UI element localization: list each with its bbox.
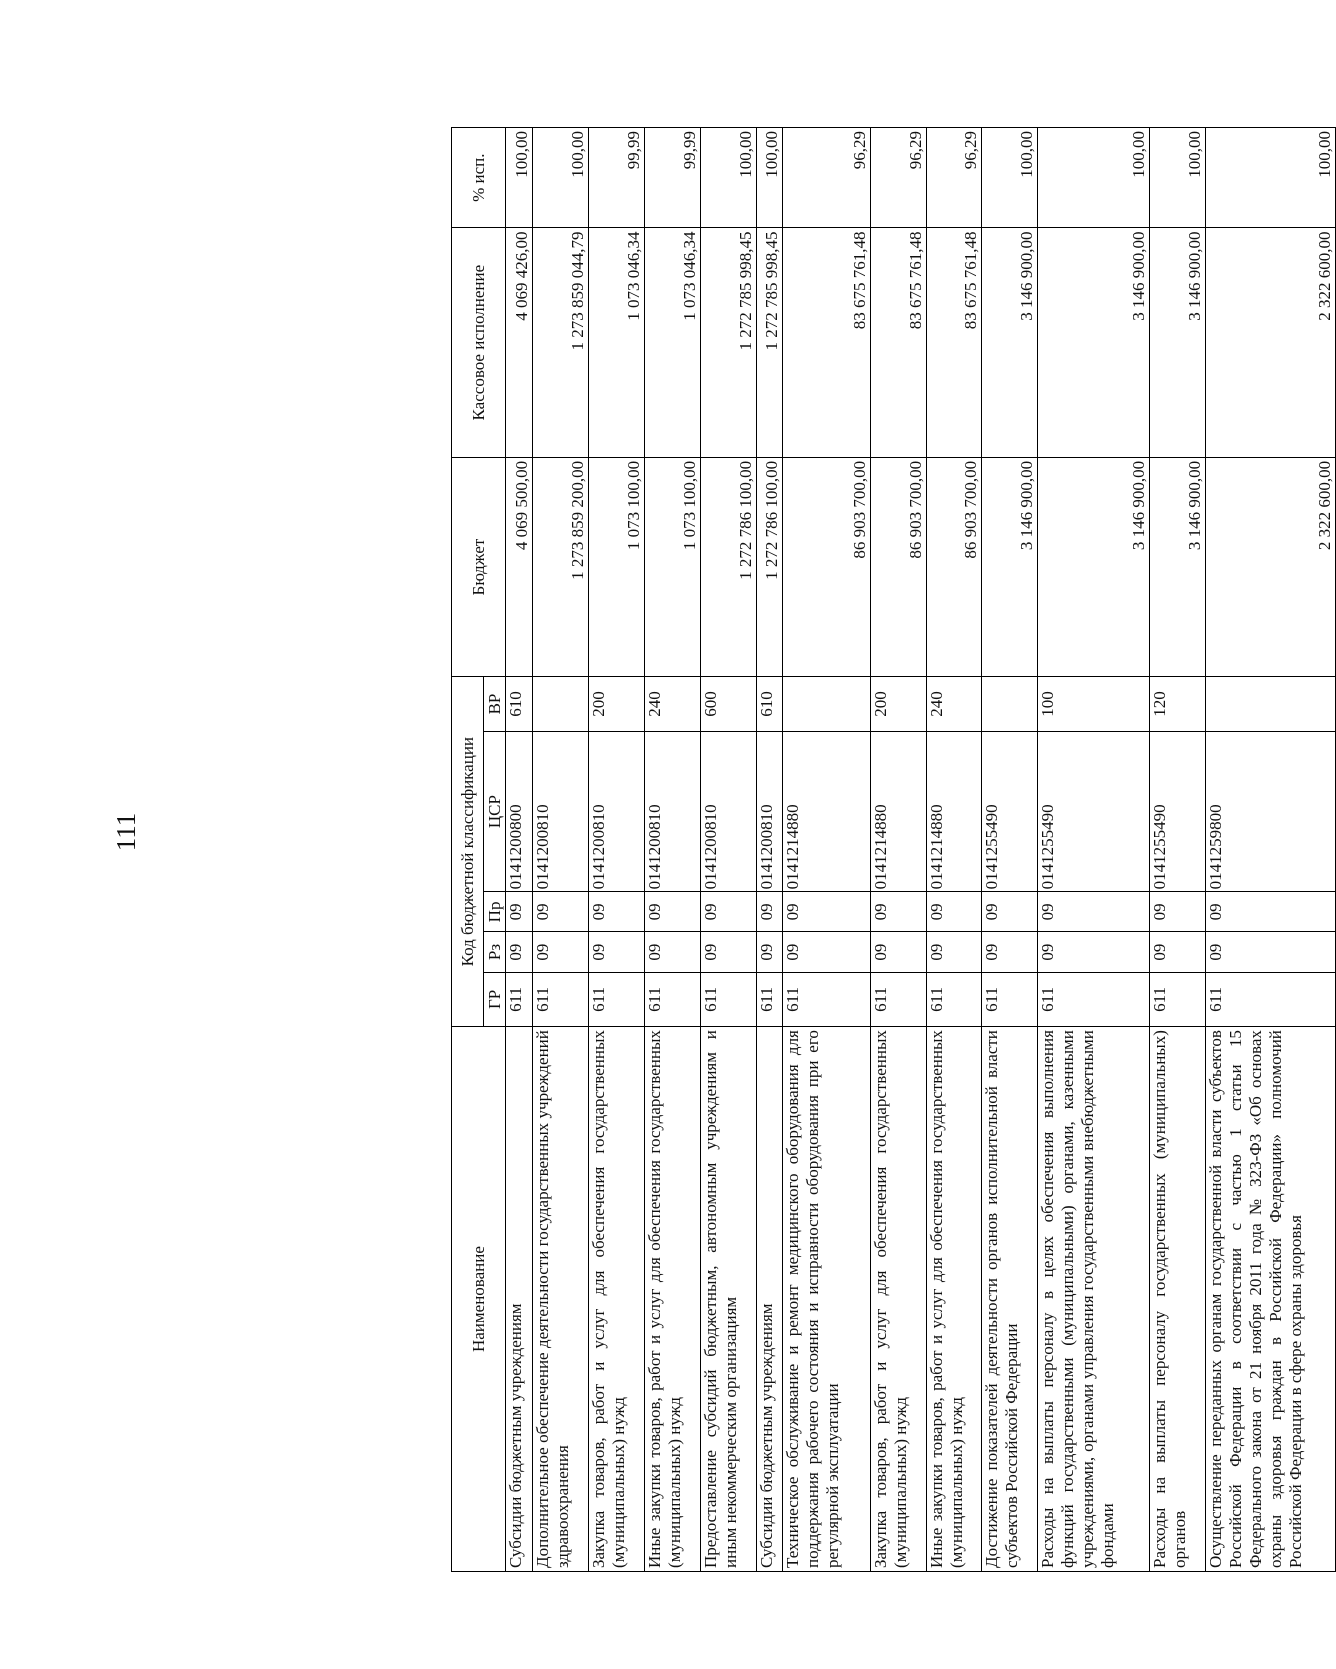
row-csr: 0141255490 xyxy=(1150,731,1206,892)
row-cash: 3 146 900,00 xyxy=(982,228,1038,457)
row-name: Закупка товаров, работ и услуг для обеспечения государственных (муниципальных) нужд xyxy=(870,1027,926,1572)
row-rz: 09 xyxy=(870,932,926,972)
row-percent: 100,00 xyxy=(532,128,588,228)
row-rz: 09 xyxy=(700,932,756,972)
row-pr: 09 xyxy=(783,892,870,932)
row-gr: 611 xyxy=(982,972,1038,1026)
row-rz: 09 xyxy=(783,932,870,972)
row-vr xyxy=(783,677,870,732)
header-code-group: Код бюджетной классификации xyxy=(452,677,484,1027)
row-csr: 0141200800 xyxy=(506,731,533,892)
row-pr: 09 xyxy=(926,892,982,932)
row-vr: 610 xyxy=(506,677,533,732)
row-csr: 0141255490 xyxy=(982,731,1038,892)
row-rz: 09 xyxy=(1150,932,1206,972)
row-name: Расходы на выплаты персоналу в целях обеспечения выполнения функций государственными (муниципальными) органами, казенными учреждениями, органами управления государственными внебюджетными фондами xyxy=(1038,1027,1150,1572)
row-percent: 100,00 xyxy=(1038,128,1150,228)
header-name: Наименование xyxy=(452,1027,506,1572)
row-vr: 200 xyxy=(870,677,926,732)
row-csr: 0141200810 xyxy=(588,731,644,892)
row-cash: 83 675 761,48 xyxy=(870,228,926,457)
table-body xyxy=(506,128,1336,1572)
row-rz: 09 xyxy=(644,932,700,972)
row-gr: 611 xyxy=(1206,972,1336,1026)
row-vr: 120 xyxy=(1150,677,1206,732)
row-vr: 200 xyxy=(588,677,644,732)
row-cash: 83 675 761,48 xyxy=(926,228,982,457)
row-csr: 0141214880 xyxy=(783,731,870,892)
row-gr: 611 xyxy=(756,972,783,1026)
row-cash: 3 146 900,00 xyxy=(1038,228,1150,457)
row-name: Иные закупки товаров, работ и услуг для обеспечения государственных (муниципальных) нужд xyxy=(644,1027,700,1572)
header-csr: ЦСР xyxy=(484,731,506,892)
row-vr: 100 xyxy=(1038,677,1150,732)
row-rz: 09 xyxy=(926,932,982,972)
row-percent: 100,00 xyxy=(1206,128,1336,228)
row-pr: 09 xyxy=(1150,892,1206,932)
table-row xyxy=(783,128,870,1572)
row-budget: 2 322 600,00 xyxy=(1206,457,1336,676)
row-budget: 1 273 859 200,00 xyxy=(532,457,588,676)
row-cash: 1 272 785 998,45 xyxy=(700,228,756,457)
row-percent: 100,00 xyxy=(700,128,756,228)
row-rz: 09 xyxy=(506,932,533,972)
header-rz: Рз xyxy=(484,932,506,972)
row-cash: 1 272 785 998,45 xyxy=(756,228,783,457)
table-row xyxy=(588,128,644,1572)
table-row xyxy=(870,128,926,1572)
row-budget: 1 073 100,00 xyxy=(588,457,644,676)
row-csr: 0141214880 xyxy=(926,731,982,892)
header-pr: Пр xyxy=(484,892,506,932)
row-vr: 610 xyxy=(756,677,783,732)
row-rz: 09 xyxy=(532,932,588,972)
row-percent: 96,29 xyxy=(870,128,926,228)
header-cash: Кассовое исполнение xyxy=(452,228,506,457)
row-csr: 0141200810 xyxy=(700,731,756,892)
row-name: Техническое обслуживание и ремонт медицинского оборудования для поддержания рабочего состояния и исправности оборудования при его регулярной эксплуатации xyxy=(783,1027,870,1572)
row-vr xyxy=(982,677,1038,732)
row-budget: 3 146 900,00 xyxy=(1150,457,1206,676)
table-header xyxy=(452,128,506,1572)
row-pr: 09 xyxy=(756,892,783,932)
row-percent: 100,00 xyxy=(1150,128,1206,228)
row-gr: 611 xyxy=(1038,972,1150,1026)
budget-execution-table xyxy=(451,127,1336,1572)
row-budget: 1 272 786 100,00 xyxy=(756,457,783,676)
row-cash: 2 322 600,00 xyxy=(1206,228,1336,457)
row-cash: 83 675 761,48 xyxy=(783,228,870,457)
row-csr: 0141200810 xyxy=(644,731,700,892)
row-name: Осуществление переданных органам государственной власти субъектов Российской Федерации в соответствии с частью 1 статьи 15 Федерального закона от 21 ноября 2011 года № 323-ФЗ «Об основах охраны здоровья граждан в Российской Федерации» полномочий Российской Федерации в сфере охраны здоровья xyxy=(1206,1027,1336,1572)
row-name: Расходы на выплаты персоналу государственных (муниципальных) органов xyxy=(1150,1027,1206,1572)
row-rz: 09 xyxy=(756,932,783,972)
row-gr: 611 xyxy=(870,972,926,1026)
row-gr: 611 xyxy=(700,972,756,1026)
row-percent: 99,99 xyxy=(588,128,644,228)
header-vr: ВР xyxy=(484,677,506,732)
row-csr: 0141259800 xyxy=(1206,731,1336,892)
row-pr: 09 xyxy=(532,892,588,932)
row-name: Субсидии бюджетным учреждениям xyxy=(506,1027,533,1572)
row-percent: 100,00 xyxy=(756,128,783,228)
row-csr: 0141255490 xyxy=(1038,731,1150,892)
row-name: Субсидии бюджетным учреждениям xyxy=(756,1027,783,1572)
row-pr: 09 xyxy=(870,892,926,932)
row-cash: 3 146 900,00 xyxy=(1150,228,1206,457)
row-rz: 09 xyxy=(1206,932,1336,972)
table-row xyxy=(1206,128,1336,1572)
table-row xyxy=(926,128,982,1572)
table-row xyxy=(532,128,588,1572)
row-budget: 86 903 700,00 xyxy=(926,457,982,676)
row-pr: 09 xyxy=(1038,892,1150,932)
row-percent: 100,00 xyxy=(982,128,1038,228)
row-rz: 09 xyxy=(1038,932,1150,972)
row-pr: 09 xyxy=(1206,892,1336,932)
row-gr: 611 xyxy=(532,972,588,1026)
row-budget: 4 069 500,00 xyxy=(506,457,533,676)
row-pr: 09 xyxy=(982,892,1038,932)
page-number: 111 xyxy=(111,812,141,852)
row-gr: 611 xyxy=(644,972,700,1026)
row-vr: 600 xyxy=(700,677,756,732)
row-budget: 86 903 700,00 xyxy=(783,457,870,676)
row-gr: 611 xyxy=(506,972,533,1026)
row-cash: 4 069 426,00 xyxy=(506,228,533,457)
row-name: Предоставление субсидий бюджетным, автономным учреждениям и иным некоммерческим организациям xyxy=(700,1027,756,1572)
row-cash: 1 073 046,34 xyxy=(588,228,644,457)
row-vr: 240 xyxy=(926,677,982,732)
row-name: Достижение показателей деятельности органов исполнительной власти субъектов Российской Федерации xyxy=(982,1027,1038,1572)
row-budget: 3 146 900,00 xyxy=(982,457,1038,676)
row-gr: 611 xyxy=(926,972,982,1026)
header-gr: ГР xyxy=(484,972,506,1026)
row-name: Закупка товаров, работ и услуг для обеспечения государственных (муниципальных) нужд xyxy=(588,1027,644,1572)
table-row xyxy=(1038,128,1150,1572)
header-budget: Бюджет xyxy=(452,457,506,676)
row-rz: 09 xyxy=(982,932,1038,972)
row-budget: 1 073 100,00 xyxy=(644,457,700,676)
row-cash: 1 073 046,34 xyxy=(644,228,700,457)
row-pr: 09 xyxy=(700,892,756,932)
row-rz: 09 xyxy=(588,932,644,972)
row-budget: 1 272 786 100,00 xyxy=(700,457,756,676)
row-percent: 96,29 xyxy=(926,128,982,228)
row-gr: 611 xyxy=(783,972,870,1026)
table-row xyxy=(982,128,1038,1572)
header-percent: % исп. xyxy=(452,128,506,228)
row-name: Дополнительное обеспечение деятельности государственных учреждений здравоохранения xyxy=(532,1027,588,1572)
row-gr: 611 xyxy=(1150,972,1206,1026)
table-row xyxy=(1150,128,1206,1572)
row-pr: 09 xyxy=(506,892,533,932)
row-pr: 09 xyxy=(588,892,644,932)
row-percent: 99,99 xyxy=(644,128,700,228)
row-vr xyxy=(532,677,588,732)
table-row xyxy=(756,128,783,1572)
row-vr: 240 xyxy=(644,677,700,732)
row-budget: 86 903 700,00 xyxy=(870,457,926,676)
row-percent: 100,00 xyxy=(506,128,533,228)
row-cash: 1 273 859 044,79 xyxy=(532,228,588,457)
budget-table-container xyxy=(451,127,1336,1572)
table-row xyxy=(506,128,533,1572)
row-csr: 0141200810 xyxy=(756,731,783,892)
row-budget: 3 146 900,00 xyxy=(1038,457,1150,676)
row-csr: 0141200810 xyxy=(532,731,588,892)
row-pr: 09 xyxy=(644,892,700,932)
row-gr: 611 xyxy=(588,972,644,1026)
row-csr: 0141214880 xyxy=(870,731,926,892)
table-row xyxy=(700,128,756,1572)
row-percent: 96,29 xyxy=(783,128,870,228)
row-name: Иные закупки товаров, работ и услуг для обеспечения государственных (муниципальных) нужд xyxy=(926,1027,982,1572)
table-row xyxy=(644,128,700,1572)
row-vr xyxy=(1206,677,1336,732)
